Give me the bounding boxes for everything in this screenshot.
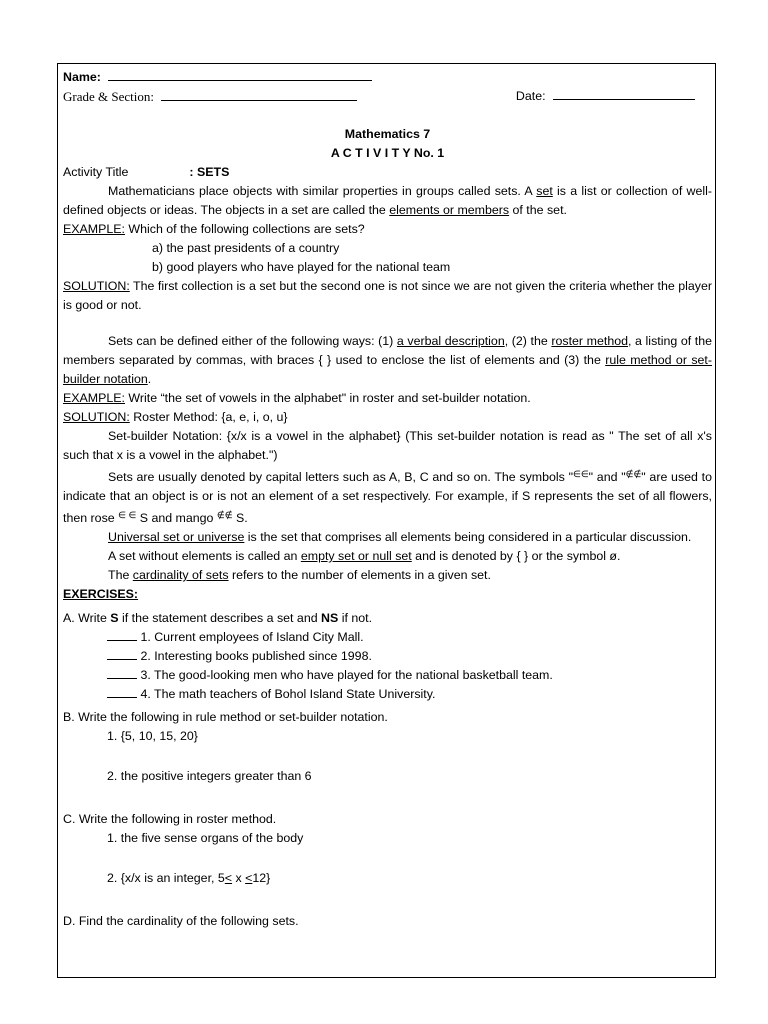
cardinality-paragraph: [63, 566, 712, 585]
exercise-a-instructions: [63, 609, 712, 628]
exercise-a-item: [63, 647, 712, 666]
ways-text-c: , a listing of the members separated by commas, with braces { } used to enclose the list of elements and (3) the: [63, 334, 713, 367]
capital-text-a: Sets are usually denoted by capital letters such as A, B, C and so on. The symbols ": [108, 470, 573, 484]
exercise-c-instructions: C. Write the following in roster method.: [63, 812, 277, 826]
exercise-c-item-2-text-c: 12}: [252, 871, 271, 885]
ways-text-a: Sets can be defined either of the following ways: (1): [108, 334, 397, 348]
example-2: [63, 389, 712, 408]
ways-text-b: , (2) the: [504, 334, 552, 348]
exercises-heading: EXERCISES:: [63, 587, 139, 601]
exercise-b-instructions: B. Write the following in rule method or set-builder notation.: [63, 710, 388, 724]
spacer: [63, 315, 712, 332]
spacer: [63, 888, 712, 912]
term-cardinality: cardinality of sets: [132, 568, 229, 582]
grade-section-field[interactable]: [161, 88, 357, 101]
activity-title-value: : SETS: [189, 165, 230, 179]
exercise-b-item-2: 2. the positive integers greater than 6: [107, 769, 312, 783]
empty-set-paragraph: [63, 547, 712, 566]
spacer: [63, 848, 712, 869]
example-label: EXAMPLE:: [63, 391, 125, 405]
activity-number: A C T I V I T Y No. 1: [330, 146, 445, 160]
activity-title-row: [63, 163, 712, 182]
capital-text-b: " and ": [588, 470, 626, 484]
roster-solution: Roster Method: {a, e, i, o, u}: [129, 410, 288, 424]
not-element-of-symbol: ∉∉: [625, 469, 642, 479]
capital-text-d: S and mango: [136, 511, 217, 525]
cardinality-text-a: The: [108, 568, 133, 582]
exercise-a-text-b: if the statement describes a set and: [118, 611, 322, 625]
example-text: Write “the set of vowels in the alphabet" in roster and set-builder notation.: [124, 391, 531, 405]
empty-text-a: A set without elements is called an: [108, 549, 301, 563]
term-elements: elements or members: [389, 203, 510, 217]
grade-date-row: [63, 87, 712, 107]
capital-text-e: S.: [232, 511, 248, 525]
name-row: [63, 68, 712, 87]
term-roster-method: roster method: [551, 334, 628, 348]
answer-blank[interactable]: [107, 666, 137, 679]
grade-label: Grade & Section:: [63, 89, 154, 104]
name-field[interactable]: [108, 68, 372, 81]
exercise-a-item-text: 3. The good-looking men who have played for the national basketball team.: [140, 668, 553, 682]
exercise-a-item-text: 1. Current employees of Island City Mall.: [140, 630, 364, 644]
subject-title: Mathematics 7: [344, 127, 431, 141]
solution-2: [63, 408, 712, 427]
exercise-a-text-c: if not.: [338, 611, 373, 625]
date-label: Date:: [515, 89, 546, 103]
answer-blank[interactable]: [107, 685, 137, 698]
name-label: Name:: [63, 70, 101, 84]
worksheet: [63, 67, 712, 931]
cardinality-text-b: refers to the number of elements in a given set.: [228, 568, 491, 582]
universal-set-paragraph: [63, 528, 712, 547]
spacer: [63, 786, 712, 810]
exercise-d-instructions: D. Find the cardinality of the following sets.: [63, 914, 299, 928]
exercise-a-s: S: [110, 611, 119, 625]
term-rule-method: rule method or set-builder notation: [63, 353, 712, 386]
example-1-option-a: a) the past presidents of a country: [152, 241, 340, 255]
intro-paragraph: [63, 182, 712, 220]
solution-label: SOLUTION:: [63, 410, 130, 424]
exercise-c-item-1: 1. the five sense organs of the body: [107, 831, 304, 845]
empty-text-b: and is denoted by { } or the symbol ø.: [411, 549, 621, 563]
example-1: [63, 220, 712, 239]
example-1-option-b: b) good players who have played for the national team: [152, 260, 451, 274]
term-set: set: [536, 184, 553, 198]
exercise-c-item-2-text-a: 2. {x/x is an integer, 5: [107, 871, 225, 885]
intro-text-b: is a list or collection of well-defined objects or ideas. The objects in a set are called the: [63, 184, 712, 217]
not-element-of-symbol: ∉∉: [216, 510, 233, 520]
solution-label: SOLUTION:: [63, 279, 130, 293]
term-empty-set: empty set or null set: [300, 549, 412, 563]
set-builder-solution: Set-builder Notation: {x/x is a vowel in the alphabet} (This set-builder notation is read as " The set of all x's such that x is a vowel in the alphabet."): [63, 429, 712, 462]
answer-blank[interactable]: [107, 647, 137, 660]
exercise-a-item: [63, 685, 712, 704]
term-universal-set: Universal set or universe: [108, 530, 245, 544]
example-label: EXAMPLE:: [63, 222, 125, 236]
exercise-c-item-2-text-b: x: [232, 871, 246, 885]
exercise-a-text-a: A. Write: [63, 611, 111, 625]
ways-text-d: .: [147, 372, 152, 386]
less-equal-symbol: <: [224, 871, 233, 885]
term-verbal-description: a verbal description: [396, 334, 505, 348]
capital-text-c: " are used to indicate that an object is or is not an element of a set respectively. For example, if S represents the set of all flowers, then rose: [63, 470, 712, 525]
capital-letters-paragraph: [63, 465, 712, 528]
solution-text: The first collection is a set but the second one is not since we are not given the criteria whether the player is good or not.: [63, 279, 712, 312]
element-of-symbol: ∈∈: [572, 469, 589, 479]
exercise-a-item-text: 2. Interesting books published since 1998.: [140, 649, 372, 663]
exercise-b-item-1: 1. {5, 10, 15, 20}: [107, 729, 198, 743]
intro-text-c: of the set.: [509, 203, 567, 217]
date-field[interactable]: [553, 87, 695, 100]
universal-text: is the set that comprises all elements being considered in a particular discussion.: [244, 530, 692, 544]
exercise-a-item: [63, 628, 712, 647]
exercise-c-item-2: [63, 869, 712, 888]
exercise-a-ns: NS: [321, 611, 339, 625]
spacer: [63, 746, 712, 767]
example-question: Which of the following collections are sets?: [124, 222, 365, 236]
ways-paragraph: [63, 332, 712, 389]
less-equal-symbol: <: [245, 871, 253, 885]
exercise-a-item-text: 4. The math teachers of Bohol Island State University.: [140, 687, 436, 701]
exercise-a-item: [63, 666, 712, 685]
answer-blank[interactable]: [107, 628, 137, 641]
solution-1: [63, 277, 712, 315]
intro-text-a: Mathematicians place objects with similar properties in groups called sets. A: [108, 184, 537, 198]
element-of-symbol: ∈ ∈: [118, 510, 137, 520]
activity-title-label: Activity Title: [63, 165, 129, 179]
